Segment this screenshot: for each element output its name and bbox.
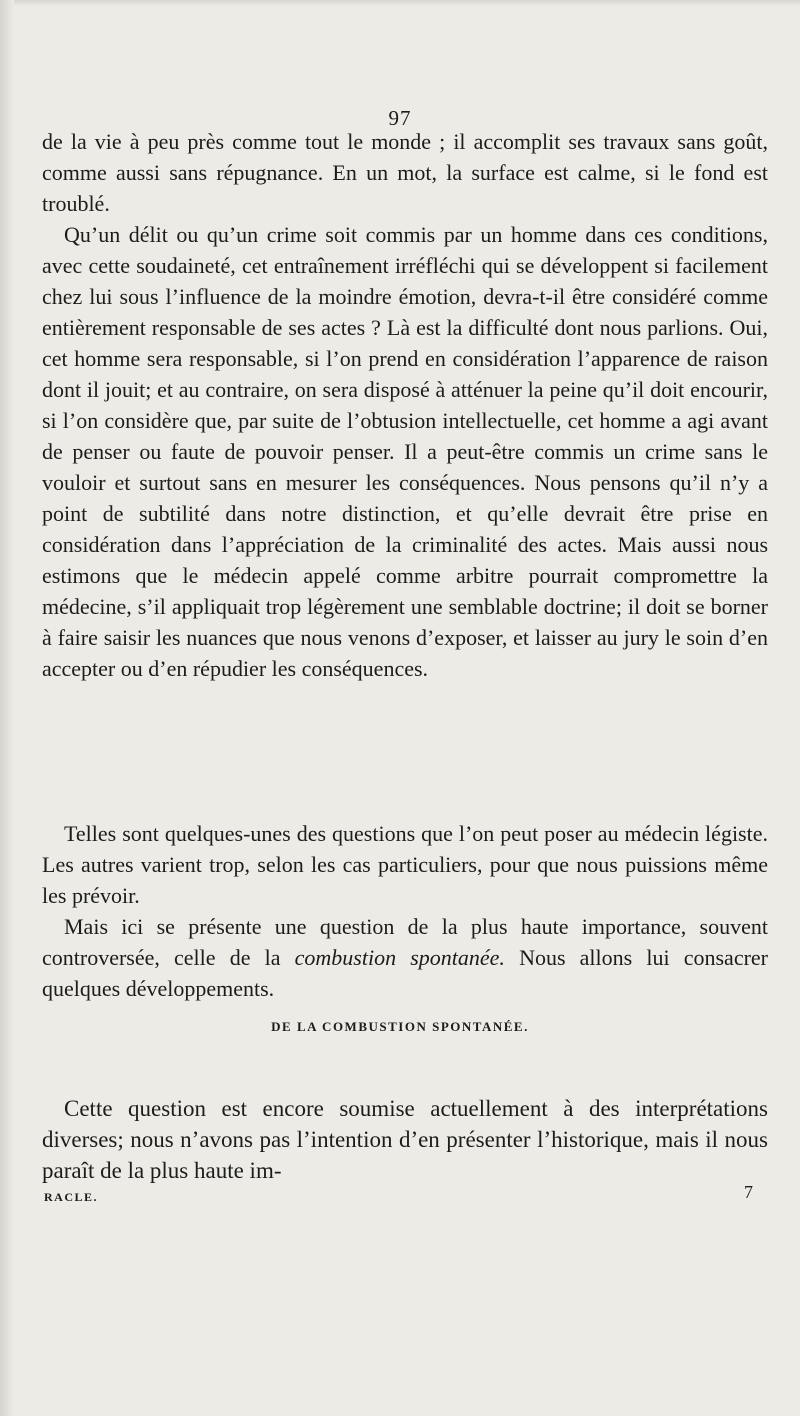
paragraph: de la vie à peu près comme tout le monde ; il accomplit ses travaux sans goût, comme aussi sans répugnance. En un mot, la surface est calme, si le fond est troublé.: [42, 129, 768, 216]
paragraph-text: Mais ici se présente une question de la plus haute importance, souvent controversée, celle de la: [42, 914, 768, 970]
text-block-2: [42, 818, 768, 1004]
page-edge-top: [0, 0, 800, 6]
paragraph-text: Nous allons lui consacrer quelques développements.: [42, 945, 768, 1001]
section-heading: DE LA COMBUSTION SPONTANÉE.: [271, 1019, 529, 1034]
signature-mark: RACLE.: [44, 1190, 99, 1204]
paragraph: Qu’un délit ou qu’un crime soit commis par un homme dans ces conditions, avec cette soudaineté, cet entraînement irréfléchi qui se développent si facilement chez lui sous l’influence de la moindre émotion, devra-t-il être considéré comme entièrement responsable de ses actes ? Là est la difficulté dont nous parlions. Oui, cet homme sera responsable, si l’on prend en considération l’apparence de raison dont il jouit; et au contraire, on sera disposé à atténuer la peine qu’il doit encourir, si l’on considère que, par suite de l’obtusion intellectuelle, cet homme a agi avant de penser ou faute de pouvoir penser. Il a peut-être commis un crime sans le vouloir et surtout sans en mesurer les conséquences. Nous pensons qu’il n’y a point de subtilité dans notre distinction, et qu’elle devrait être prise en considération dans l’appréciation de la criminalité des actes. Mais aussi nous estimons que le médecin appelé comme arbitre pourrait compromettre la médecine, s’il appliquait trop légèrement une semblable doctrine; il doit se borner à faire saisir les nuances que nous venons d’exposer, et laisser au jury le soin d’en accepter ou d’en répudier les conséquences.: [42, 222, 768, 681]
sheet-number: 7: [744, 1182, 753, 1202]
paragraph: Cette question est encore soumise actuellement à des interprétations diverses; nous n’avons pas l’intention d’en présenter l’historique, mais il nous paraît de la plus haute im-: [42, 1096, 768, 1183]
paragraph: Telles sont quelques-unes des questions que l’on peut poser au médecin légiste. Les autres varient trop, selon les cas particuliers, pour que nous puissions même les prévoir.: [42, 821, 768, 908]
text-block-1: [42, 126, 768, 684]
paragraph: [42, 911, 768, 1004]
emphasis-text: combustion spontanée.: [294, 945, 505, 970]
text-block-3: [42, 1093, 768, 1186]
page-edge-left: [0, 0, 14, 1416]
page-number: 97: [388, 106, 412, 130]
